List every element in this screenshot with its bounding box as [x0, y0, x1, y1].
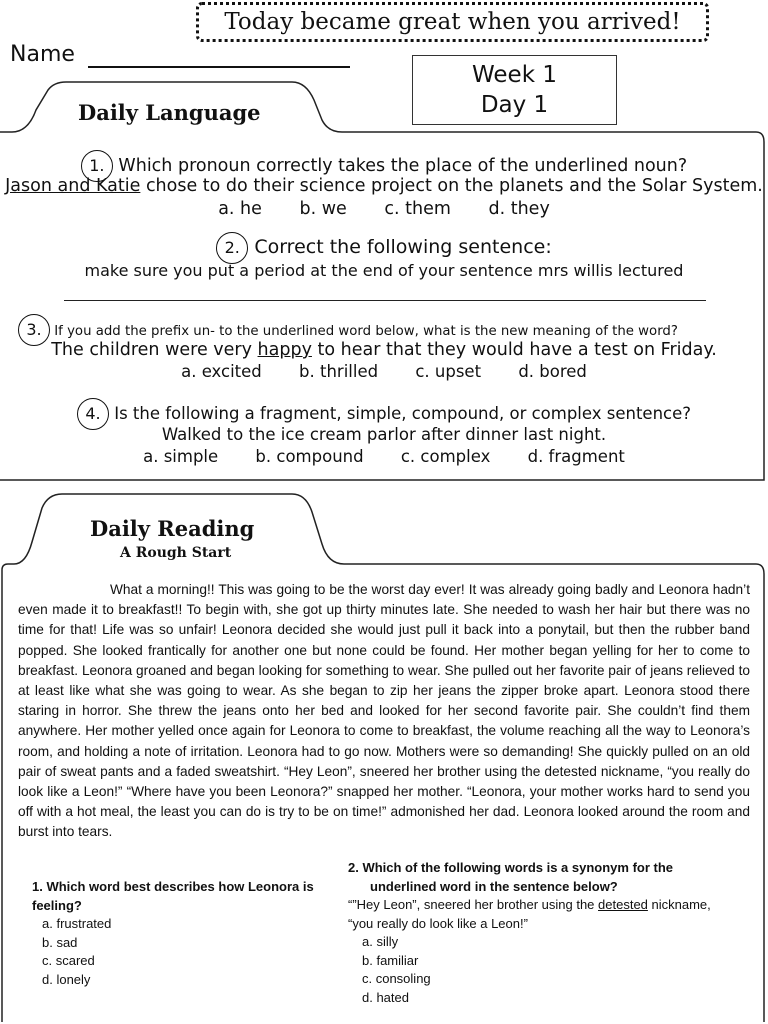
language-title: Daily Language — [78, 100, 261, 125]
rq2-quote-post: nickname, — [647, 897, 711, 912]
q3-choice-c: c. upset — [415, 362, 482, 381]
q1-choice-d: d. they — [488, 199, 550, 219]
day-label: Day 1 — [480, 92, 549, 118]
q4-choice-c: c. complex — [400, 447, 491, 466]
motto-text: Today became great when you arrived! — [224, 9, 681, 35]
language-q2-prompt-row — [0, 232, 768, 264]
rq2-quote-line1 — [348, 896, 758, 915]
q1-prompt: Which pronoun correctly takes the place of the underlined noun? — [118, 156, 688, 176]
rq1-choice-c: c. scared — [42, 953, 95, 968]
q2-sentence: make sure you put a period at the end of your sentence mrs willis lectured — [84, 261, 684, 280]
q2-number-circle: 2. — [216, 232, 248, 264]
rq2-choice-b: b. familiar — [362, 952, 419, 968]
q2-answer-line — [64, 300, 706, 301]
q3-choice-b: b. thrilled — [299, 362, 379, 381]
language-q3-choices — [0, 362, 768, 381]
rq2-prompt-line2: underlined word in the sentence below? — [370, 878, 618, 894]
rq1-choice-d: d. lonely — [42, 971, 91, 987]
q3-choice-a: a. excited — [181, 362, 262, 381]
q4-choice-a: a. simple — [143, 447, 219, 466]
rq2-underlined-word: detested — [598, 897, 648, 912]
q1-underlined-noun: Jason and Katie — [5, 176, 141, 196]
name-blank-line — [88, 66, 350, 68]
q1-choice-b: b. we — [299, 199, 347, 219]
rq1-prompt: 1. Which word best describes how Leonora is feeling? — [32, 879, 314, 913]
rq2-choice-a: a. silly — [362, 934, 399, 949]
rq1-choice-b: b. sad — [42, 934, 78, 950]
q4-choice-d: d. fragment — [527, 447, 625, 466]
q3-sentence-pre: The children were very — [51, 340, 258, 360]
name-label: Name — [10, 42, 75, 67]
q4-sentence: Walked to the ice cream parlor after dinner last night. — [161, 425, 607, 444]
language-q1-choices — [0, 199, 768, 219]
week-label: Week 1 — [472, 62, 557, 88]
rq2-choice-d: d. hated — [362, 989, 409, 1005]
reading-q1 — [32, 878, 328, 989]
q3-choice-d: d. bored — [518, 362, 587, 381]
rq2-choice-c: c. consoling — [362, 971, 431, 986]
story-text: What a morning!! This was going to be the worst day ever! It was already going badly and Leonora hadn’t even made it to breakfast!! To begin with, she got up thirty minutes late. She needed to wash her hair but there was no time for that! Life was so unfair! Leonora decided she would just pull it back into a ponytail, but then the rubber band popped. She looked frantically for another one but none could be found. Her mother began yelling for her to come to breakfast. Leonora groaned and began looking for something to wear. She pulled out her favorite pair of jeans relieved to at least like what she was going to wear. As she began to zip her jeans the zipper broke apart. Leonora stood there staring in horror. She threw the jeans onto her bed and looked for her second favorite pair. She couldn’t find them anywhere. Her mother yelled once again for Leonora to come to breakfast, the volume reaching all the way to Leonora’s room, and holding a note of irritation. Leonora had to go now. Mothers were so demanding! She quickly pulled on an old pair of sweat pants and a faded sweatshirt. “Hey Leon”, sneered her brother using the detested nickname, “you really do look like a Leon!” “Where have you been Leonora?” snapped her mother. “Leonora, your mother works hard to send you off with a hot meal, the least you can do is try to be on time!” admonished her dad. Leonora looked around the room and burst into tears. — [18, 582, 750, 840]
q1-choice-c: c. them — [384, 199, 451, 219]
rq2-quote-line2: “you really do look like a Leon!” — [348, 915, 528, 931]
reading-title: Daily Reading — [90, 516, 255, 541]
q1-number-circle: 1. — [81, 150, 113, 182]
q1-choice-a: a. he — [218, 199, 262, 219]
language-q1-sentence — [0, 176, 768, 196]
rq2-quote-pre: “”Hey Leon”, sneered her brother using the — [348, 897, 599, 912]
rq1-choice-a: a. frustrated — [42, 916, 112, 931]
reading-subtitle: A Rough Start — [120, 545, 232, 561]
q3-number-circle: 3. — [18, 314, 50, 346]
q2-prompt: Correct the following sentence: — [254, 236, 552, 258]
language-q4-choices — [0, 447, 768, 466]
reading-q2 — [348, 859, 758, 1007]
q3-prompt: If you add the prefix un- to the underlined word below, what is the new meaning of the word? — [54, 324, 678, 339]
q4-number-circle: 4. — [77, 398, 109, 430]
q4-prompt: Is the following a fragment, simple, compound, or complex sentence? — [114, 404, 692, 423]
q1-sentence-rest: chose to do their science project on the planets and the Solar System. — [140, 176, 763, 196]
q3-underlined-word: happy — [257, 340, 312, 360]
q3-sentence-post: to hear that they would have a test on Friday. — [311, 340, 717, 360]
motto-banner — [196, 2, 709, 42]
rq2-prompt-line1: 2. Which of the following words is a synonym for the — [348, 860, 674, 875]
q4-choice-b: b. compound — [255, 447, 364, 466]
language-q3-sentence — [0, 340, 768, 360]
